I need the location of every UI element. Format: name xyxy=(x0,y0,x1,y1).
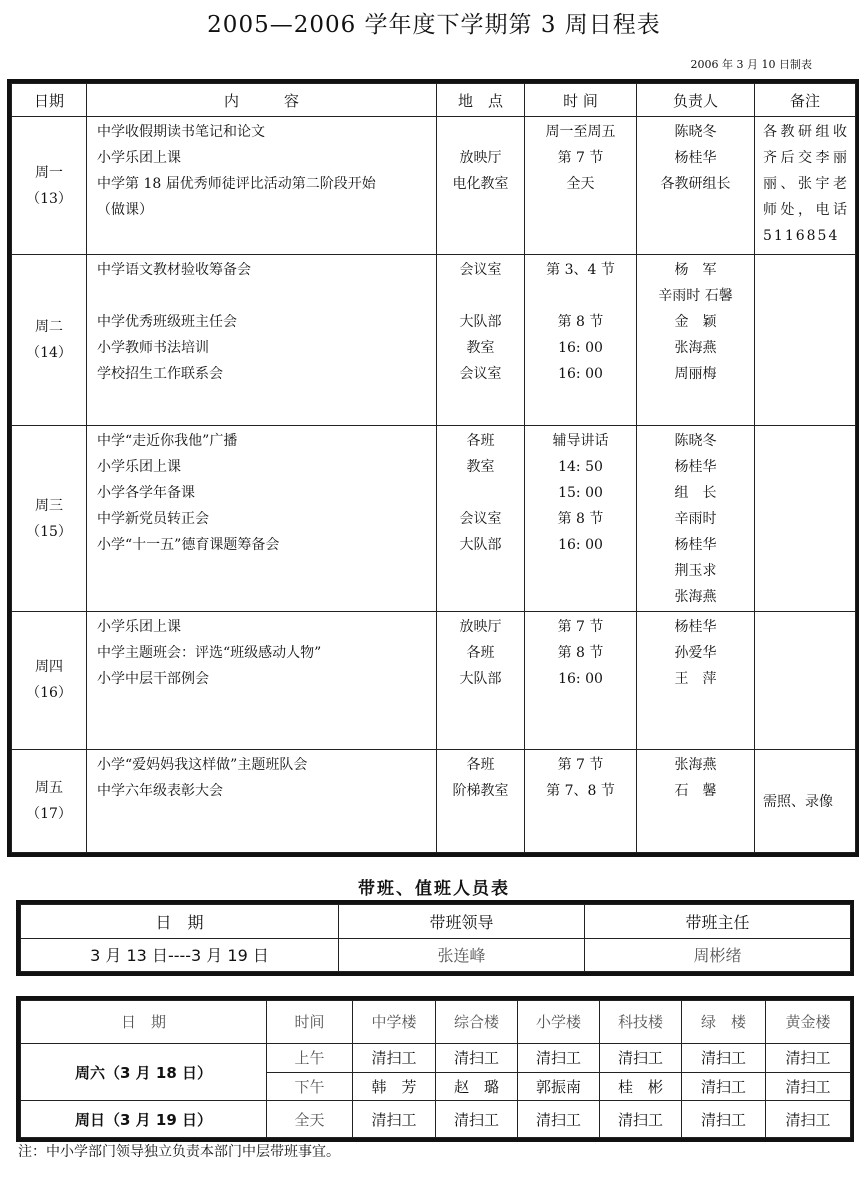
day-cell xyxy=(12,749,87,852)
cleaning-staff-cell: 清扫工 xyxy=(682,1043,766,1072)
place-item xyxy=(437,119,524,145)
person-item: 杨 军 xyxy=(674,262,717,279)
time-item: 16: 00 xyxy=(558,366,603,383)
person-cell xyxy=(637,749,755,852)
time-item: 第 3、4 节 xyxy=(546,262,615,279)
person-item: 杨桂华 xyxy=(674,537,717,554)
time-item xyxy=(525,558,636,584)
person-item: 石 馨 xyxy=(674,782,717,799)
person-item: 辛雨时 xyxy=(674,511,717,528)
cleaning-staff-cell: 郭振南 xyxy=(518,1072,600,1101)
person-item: 孙爱华 xyxy=(674,644,717,661)
place-item: 大队部 xyxy=(459,314,502,331)
place-item: 放映厅 xyxy=(459,150,502,167)
place-item: 会议室 xyxy=(459,262,502,279)
content-item: 中学新党员转正会 xyxy=(97,511,209,528)
content-item: 小学中层干部例会 xyxy=(97,670,209,687)
time-item: 16: 00 xyxy=(558,340,603,357)
content-item: 小学乐团上课 xyxy=(97,618,181,635)
time-cell xyxy=(525,611,637,749)
schedule-row xyxy=(12,611,856,749)
content-item: 学校招生工作联系会 xyxy=(97,366,223,383)
place-item: 大队部 xyxy=(459,537,502,554)
note-cell: 各教研组收齐后交李丽丽、张宇老师处，电话5116854 xyxy=(755,117,856,255)
time-item xyxy=(525,584,636,610)
content-item: 小学“十一五”德育课题筹备会 xyxy=(97,537,280,554)
person-cell xyxy=(637,255,755,426)
place-item: 会议室 xyxy=(459,366,502,383)
content-item xyxy=(87,558,436,584)
person-item: 陈晓冬 xyxy=(674,433,717,450)
schedule-row xyxy=(12,749,856,852)
cleaning-staff-cell: 赵 璐 xyxy=(436,1072,518,1101)
day-number: （16） xyxy=(26,685,72,702)
cleaning-header-cell: 中学楼 xyxy=(353,1001,436,1044)
place-cell xyxy=(437,117,525,255)
place-item: 电化教室 xyxy=(452,176,509,193)
person-item: 张海燕 xyxy=(674,340,717,357)
duty-table xyxy=(16,900,854,976)
cleaning-staff-cell: 清扫工 xyxy=(766,1043,851,1072)
cleaning-staff-cell: 清扫工 xyxy=(353,1043,436,1072)
time-cell xyxy=(525,117,637,255)
day-number: （14） xyxy=(26,345,72,362)
content-item: 小学乐团上课 xyxy=(97,150,181,167)
made-date: 2006 年 3 月 10 日制表 xyxy=(690,58,812,71)
person-item: 周丽梅 xyxy=(674,366,717,383)
cleaning-staff-cell: 桂 彬 xyxy=(600,1072,682,1101)
day-label: 周五 xyxy=(35,779,63,796)
person-item: 张海燕 xyxy=(674,756,717,773)
content-item xyxy=(87,283,436,309)
time-item: 辅导讲话 xyxy=(552,433,609,450)
content-item: 小学“爱妈妈我这样做”主题班队会 xyxy=(97,756,308,773)
cleaning-staff-cell: 清扫工 xyxy=(682,1072,766,1101)
content-item: 中学六年级表彰大会 xyxy=(97,782,223,799)
place-item xyxy=(437,283,524,309)
header-date: 日期 xyxy=(12,84,87,117)
place-cell xyxy=(437,255,525,426)
content-item: 中学主题班会：评选“班级感动人物” xyxy=(97,644,322,661)
content-item xyxy=(87,584,436,610)
cleaning-staff-cell: 清扫工 xyxy=(436,1043,518,1072)
place-cell xyxy=(437,426,525,611)
duty-header-teacher: 带班主任 xyxy=(585,905,851,939)
cleaning-staff-cell: 清扫工 xyxy=(682,1101,766,1138)
content-item: （做课） xyxy=(97,202,153,219)
schedule-row xyxy=(12,255,856,426)
cleaning-time-cell: 全天 xyxy=(267,1101,353,1138)
cleaning-row-sat-am xyxy=(21,1043,851,1072)
cleaning-staff-cell: 清扫工 xyxy=(766,1072,851,1101)
cleaning-header-cell: 综合楼 xyxy=(436,1001,518,1044)
place-cell xyxy=(437,611,525,749)
time-item: 14: 50 xyxy=(558,459,603,476)
place-item xyxy=(437,197,524,223)
time-item xyxy=(525,197,636,223)
place-item: 会议室 xyxy=(459,511,502,528)
time-cell xyxy=(525,749,637,852)
person-item: 杨桂华 xyxy=(674,618,717,635)
cleaning-staff-cell: 清扫工 xyxy=(600,1043,682,1072)
place-item xyxy=(437,584,524,610)
cleaning-header-cell: 黄金楼 xyxy=(766,1001,851,1044)
place-item: 大队部 xyxy=(459,670,502,687)
person-item: 张海燕 xyxy=(674,589,717,606)
page-title: 2005—2006 学年度下学期第 3 周日程表 xyxy=(207,12,661,38)
cleaning-header-cell: 日 期 xyxy=(21,1001,267,1044)
place-item: 放映厅 xyxy=(459,618,502,635)
duty-table-title: 带班、值班人员表 xyxy=(358,879,510,899)
cleaning-staff-cell: 清扫工 xyxy=(353,1101,436,1138)
note-cell xyxy=(755,611,856,749)
place-item xyxy=(437,558,524,584)
weekly-schedule-table xyxy=(7,79,859,857)
note-cell: 需照、录像 xyxy=(755,749,856,852)
note-cell xyxy=(755,426,856,611)
place-item: 各班 xyxy=(466,644,495,661)
person-item: 辛雨时 石馨 xyxy=(658,288,733,305)
cleaning-header-cell: 时间 xyxy=(267,1001,353,1044)
person-cell xyxy=(637,117,755,255)
place-item: 各班 xyxy=(466,433,495,450)
place-item xyxy=(437,480,524,506)
person-item: 荆玉求 xyxy=(674,563,717,580)
footnote: 注：中小学部门领导独立负责本部门中层带班事宜。 xyxy=(18,1144,340,1160)
header-note: 备注 xyxy=(755,84,856,117)
cleaning-header-row xyxy=(21,1001,851,1044)
time-item: 全天 xyxy=(566,176,595,193)
header-person: 负责人 xyxy=(637,84,755,117)
day-number: （15） xyxy=(26,523,72,540)
content-item: 小学教师书法培训 xyxy=(97,340,209,357)
time-item: 16: 00 xyxy=(558,670,603,687)
note-cell xyxy=(755,255,856,426)
cleaning-header-cell: 科技楼 xyxy=(600,1001,682,1044)
time-item: 第 7 节 xyxy=(557,756,604,773)
person-cell xyxy=(637,426,755,611)
content-item: 中学第 18 届优秀师徒评比活动第二阶段开始 xyxy=(97,176,376,193)
time-item: 第 8 节 xyxy=(557,511,604,528)
day-label: 周一 xyxy=(35,164,63,181)
day-label: 周二 xyxy=(35,319,63,336)
person-item: 各教研组长 xyxy=(660,176,731,193)
header-content: 内 容 xyxy=(87,84,437,117)
cleaning-staff-cell: 清扫工 xyxy=(600,1101,682,1138)
cleaning-staff-cell: 韩 芳 xyxy=(353,1072,436,1101)
place-item: 教室 xyxy=(466,340,495,357)
content-cell xyxy=(87,255,437,426)
place-cell xyxy=(437,749,525,852)
day-label: 周三 xyxy=(35,497,63,514)
place-item: 各班 xyxy=(466,756,495,773)
cleaning-table xyxy=(16,996,854,1142)
person-cell xyxy=(637,611,755,749)
time-item xyxy=(525,283,636,309)
day-cell xyxy=(12,117,87,255)
content-item: 中学收假期读书笔记和论文 xyxy=(97,124,265,141)
day-number: （13） xyxy=(26,190,72,207)
place-item: 教室 xyxy=(466,459,495,476)
time-item: 15: 00 xyxy=(558,485,603,502)
time-cell xyxy=(525,255,637,426)
day-number: （17） xyxy=(26,805,72,822)
duty-leader: 张连峰 xyxy=(339,938,585,972)
duty-header-leader: 带班领导 xyxy=(339,905,585,939)
person-item xyxy=(637,197,754,223)
cleaning-staff-cell: 清扫工 xyxy=(436,1101,518,1138)
person-item: 金 颖 xyxy=(674,314,717,331)
day-label: 周四 xyxy=(35,659,63,676)
content-cell xyxy=(87,426,437,611)
content-cell xyxy=(87,117,437,255)
content-cell xyxy=(87,749,437,852)
cleaning-sun-label: 周日（3 月 19 日） xyxy=(21,1101,267,1138)
content-item: 小学乐团上课 xyxy=(97,459,181,476)
duty-row xyxy=(21,938,851,972)
schedule-header-row xyxy=(12,84,856,117)
day-cell xyxy=(12,255,87,426)
time-item: 16: 00 xyxy=(558,537,603,554)
cleaning-time-cell: 下午 xyxy=(267,1072,353,1101)
place-item: 阶梯教室 xyxy=(452,782,509,799)
duty-date: 3 月 13 日----3 月 19 日 xyxy=(21,938,339,972)
cleaning-staff-cell: 清扫工 xyxy=(518,1043,600,1072)
cleaning-staff-cell: 清扫工 xyxy=(766,1101,851,1138)
content-item: 中学语文教材验收筹备会 xyxy=(97,262,251,279)
duty-header-date: 日 期 xyxy=(21,905,339,939)
header-place: 地 点 xyxy=(437,84,525,117)
time-cell xyxy=(525,426,637,611)
duty-teacher: 周彬绪 xyxy=(585,938,851,972)
time-item: 第 7、8 节 xyxy=(546,782,615,799)
cleaning-sat-label: 周六（3 月 18 日） xyxy=(21,1043,267,1100)
cleaning-header-cell: 小学楼 xyxy=(518,1001,600,1044)
header-time: 时 间 xyxy=(525,84,637,117)
cleaning-staff-cell: 清扫工 xyxy=(518,1101,600,1138)
time-item: 第 8 节 xyxy=(557,314,604,331)
schedule-row xyxy=(12,117,856,255)
person-item: 王 萍 xyxy=(674,670,717,687)
schedule-row xyxy=(12,426,856,611)
duty-header-row xyxy=(21,905,851,939)
time-item: 第 7 节 xyxy=(557,618,604,635)
time-item: 第 7 节 xyxy=(557,150,604,167)
content-item: 小学各学年备课 xyxy=(97,485,195,502)
content-item: 中学“走近你我他”广播 xyxy=(97,433,238,450)
person-item: 组 长 xyxy=(674,485,717,502)
cleaning-header-cell: 绿 楼 xyxy=(682,1001,766,1044)
day-cell xyxy=(12,426,87,611)
day-cell xyxy=(12,611,87,749)
person-item: 杨桂华 xyxy=(674,150,717,167)
cleaning-row-sun xyxy=(21,1101,851,1138)
content-cell xyxy=(87,611,437,749)
time-item: 周一至周五 xyxy=(545,124,616,141)
person-item: 陈晓冬 xyxy=(674,124,717,141)
person-item: 杨桂华 xyxy=(674,459,717,476)
time-item: 第 8 节 xyxy=(557,644,604,661)
content-item: 中学优秀班级班主任会 xyxy=(97,314,237,331)
cleaning-time-cell: 上午 xyxy=(267,1043,353,1072)
